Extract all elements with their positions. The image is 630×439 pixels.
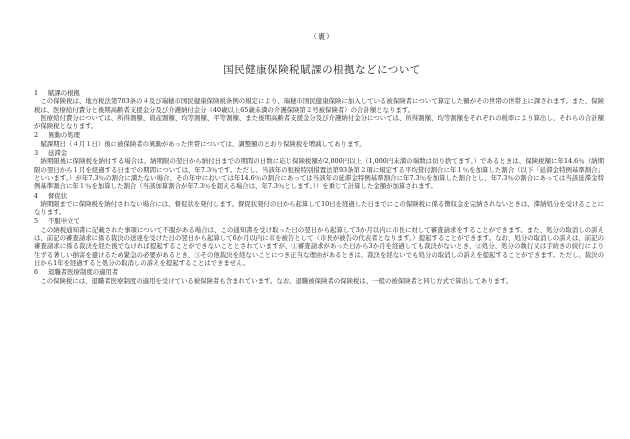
sections-container [34,89,604,285]
section-heading [34,131,604,139]
section-paragraph: 賦課期日（４月１日）後に被保険者の異動があった世帯については、調整額のとおり保険税を増減してあります。 [40,139,366,148]
back-side-label: （裏） [309,32,335,41]
section-title: 異動の処理 [48,131,80,140]
section-title: 延滞金 [48,149,68,158]
section-body [34,277,604,285]
section-5 [34,217,604,267]
section-body [34,200,604,217]
section-heading [34,268,604,276]
section-paragraph: 納期限後に保険税を納付する場合は、納期限の翌日から納付日までの期間の日数に応じ保険税額が2,000円以上（1,000円未満の端数は切り捨てます。）であるときは、保険税額に年14.6％（納期限の翌日から１月を経過する日までの期間については、年7.3％です。ただし、当該年の租税特別措置法第93条第２項に規定する平均貸付割合に年１％を加算した割合（以下「延滞金特例基準割合」といいます。）が年7.3％の割合に満たない場合、その年中においては年14.6％の割合にあっては当該年の延滞金特例基準割合に年7.3％を加算した割合とし、年7.3％の割合にあっては当該延滞金特例基準割合に年１％を加算した割合（当該加算割合が年7.3％を超える場合は、年7.3％とします。））を乗じて計算した金額が加算されます。 [34,157,605,191]
section-title: 督促状 [48,191,68,200]
section-body [34,140,604,148]
section-paragraph: この保険税には、退職者医療制度の適用を受けている被保険者も含まれています。なお、退職被保険者の保険税は、一般の被保険者と同じ方式で算出してあります。 [40,276,513,285]
section-title: 退職者医療制度の適用者 [48,268,119,277]
section-number: 6 [34,268,39,277]
section-1 [34,89,604,130]
section-3 [34,149,604,190]
section-body [34,157,604,190]
section-body [34,226,604,267]
section-title: 賦課の根拠 [48,89,80,97]
section-paragraph: 納期限までに保険税を納付されない場合には、督促状を発付します。督促状発付の日から起算して10日を経過した日までにこの保険税に係る徴収金を完納されないときは、滞納処分を受けることになります。 [34,199,604,217]
document-title: 国民健康保険税賦課の根拠などについて [223,64,421,76]
section-number: 2 [34,131,39,140]
section-number: 1 [34,89,39,97]
section-number: 5 [34,217,39,226]
section-paragraph: この納税通知書に記載された事項について不服がある場合は、この通知書を受け取った日の翌日から起算して3か月以内に市長に対して審査請求をすることができます。また、処分の取消しの訴えは、前記の審査請求に係る裁決の送達を受けた日の翌日から起算して6か月以内に市を被告として（市長が被告の代表者となります。）提起することができます。なお、処分の取消しの訴えは、前記の審査請求に係る裁決を経た後でなければ提起することができないこととされていますが、①審査請求があった日から3か月を経過しても裁決がないとき、②処分、処分の執行又は手続きの続行により生ずる著しい損害を避けるため緊急の必要があるとき、③その他裁決を経ないことにつき正当な理由があるときは、裁決を経ないでも処分の取消しの訴えを提起することができます。ただし、裁決の日から1年を経過すると処分の取消しの訴えを提起することはできません。 [34,225,605,267]
section-6 [34,268,604,285]
section-heading [34,217,604,225]
section-paragraph: 医療給付費分については、所得割額、資産割額、均等割額、平等割額、また後期高齢者支援金分及び介護納付金分については、所得割額、均等割額をそれぞれの税率により算出し、それらの合計額が保険税となります。 [34,113,604,131]
section-title: 不服申立て [48,217,80,226]
section-paragraph: この保険税は、地方税法第703条の４及び瑞穂市国民健康保険税条例の規定により、瑞穂市国民健康保険に加入している被保険者について算定した額がその世帯の世帯主に課されます。また、保険税は、医療給付費分と後期高齢者支援金分及び介護納付金分（40歳以上65歳未満の介護保険第２号被保険者）の合計額となります。 [34,97,604,114]
section-body [34,97,604,130]
section-number: 3 [34,149,39,158]
section-4 [34,192,604,217]
section-heading [34,192,604,200]
section-2 [34,131,604,148]
section-number: 4 [34,191,39,200]
